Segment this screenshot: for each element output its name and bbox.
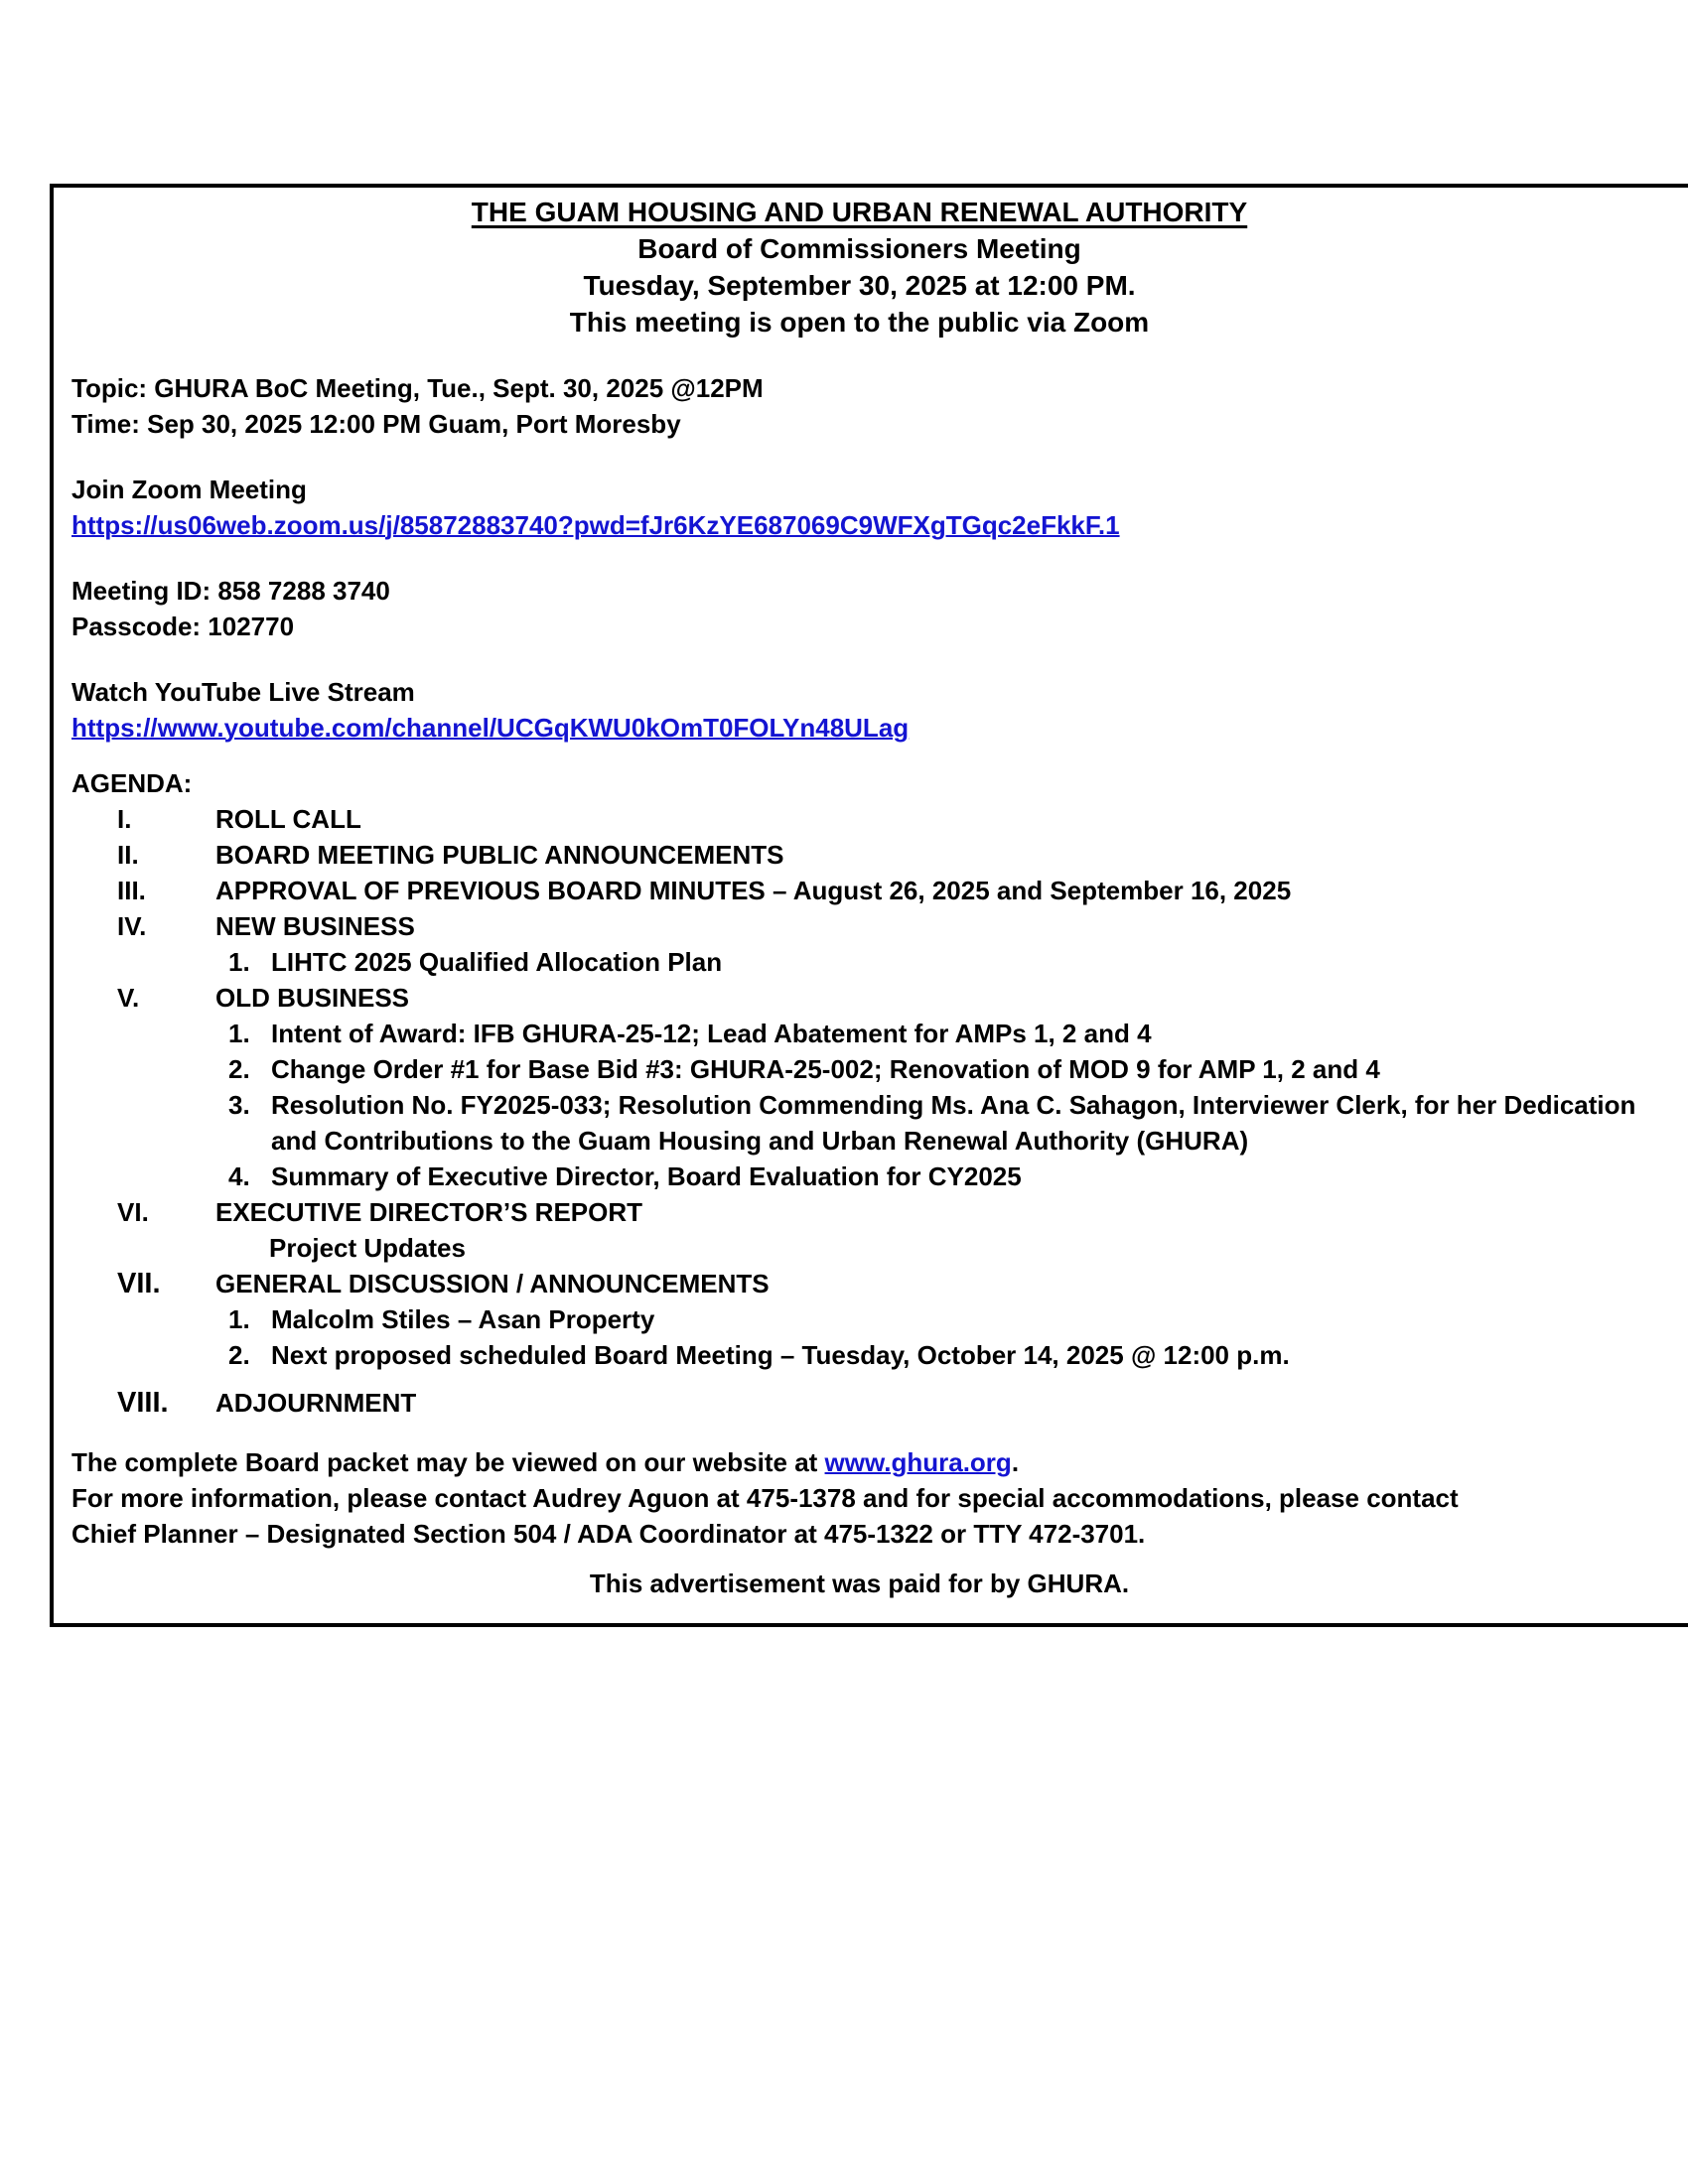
agenda-item-adjournment [71,1385,1647,1421]
agenda-label: ROLL CALL [215,804,361,834]
agenda-numeral: VIII. [117,1387,169,1419]
subitem-number: 4. [228,1161,250,1191]
subitem-number: 1. [228,1304,250,1334]
subitem-number: 1. [228,1019,250,1048]
agenda-label: OLD BUSINESS [215,983,410,1013]
youtube-live-stream-link[interactable]: https://www.youtube.com/channel/UCGqKWU0kOmT0FOLYn48ULag [71,713,910,743]
ghura-website-link[interactable]: www.ghura.org [824,1447,1012,1477]
agenda-subitem-ed-evaluation [71,1159,1647,1194]
agenda-subitem-lihtc [71,944,1647,980]
meeting-passcode: Passcode: 102770 [71,612,295,641]
agenda-numeral: III. [117,876,146,905]
board-packet-line [71,1444,1647,1480]
spacer [71,746,1647,765]
subitem-text: LIHTC 2025 Qualified Allocation Plan [271,947,723,977]
subitem-text: Malcolm Stiles – Asan Property [271,1304,655,1334]
agenda-subitem-next-meeting [71,1337,1647,1373]
agenda-numeral: VII. [117,1268,161,1299]
agenda-subitem-intent-of-award [71,1016,1647,1051]
agenda-label: ADJOURNMENT [215,1388,417,1418]
agenda-item-old-business [71,980,1647,1016]
subitem-text: Summary of Executive Director, Board Evaluation for CY2025 [271,1161,1022,1191]
subitem-number: 1. [228,947,250,977]
subitem-text: Intent of Award: IFB GHURA-25-12; Lead Abatement for AMPs 1, 2 and 4 [271,1019,1152,1048]
document-title: THE GUAM HOUSING AND URBAN RENEWAL AUTHORITY [471,197,1248,227]
agenda-item-new-business [71,908,1647,944]
spacer [71,1421,1647,1444]
spacer [71,1552,1647,1566]
document-subtitle-public: This meeting is open to the public via Zoom [569,307,1150,338]
document-subtitle-meeting: Board of Commissioners Meeting [637,233,1081,264]
meeting-time: Time: Sep 30, 2025 12:00 PM Guam, Port Moresby [71,409,681,439]
subitem-number: 2. [228,1340,250,1370]
agenda-numeral: VI. [117,1197,149,1227]
board-packet-period: . [1011,1447,1020,1477]
agenda-label: APPROVAL OF PREVIOUS BOARD MINUTES – August 26, 2025 and September 16, 2025 [215,876,1292,905]
subitem-text: Next proposed scheduled Board Meeting – Tuesday, October 14, 2025 @ 12:00 p.m. [271,1340,1290,1370]
agenda-label: NEW BUSINESS [215,911,415,941]
agenda-item-roll-call [71,801,1647,837]
agenda-subitem-resolution [71,1087,1647,1159]
agenda-label: EXECUTIVE DIRECTOR’S REPORT [215,1197,643,1227]
agenda-label: GENERAL DISCUSSION / ANNOUNCEMENTS [215,1269,770,1298]
spacer [71,644,1647,674]
spacer [71,341,1647,370]
agenda-heading: AGENDA: [71,768,193,798]
document-header [71,194,1647,341]
subitem-text: Change Order #1 for Base Bid #3: GHURA-25-002; Renovation of MOD 9 for AMP 1, 2 and 4 [271,1054,1380,1084]
agenda-numeral: II. [117,840,139,870]
spacer [71,543,1647,573]
zoom-meeting-link[interactable]: https://us06web.zoom.us/j/85872883740?pwd=fJr6KzYE687069C9WFXgTGqc2eFkkF.1 [71,510,1120,540]
meeting-topic: Topic: GHURA BoC Meeting, Tue., Sept. 30, 2025 @12PM [71,373,764,403]
board-packet-text: The complete Board packet may be viewed on our website at [71,1447,825,1477]
agenda-item-public-announcements [71,837,1647,873]
agenda-numeral: IV. [117,911,147,941]
subitem-number: 3. [228,1090,250,1120]
agenda-item-approval-minutes [71,873,1647,908]
contact-info-line: For more information, please contact Audrey Aguon at 475-1378 and for special accommodations, please contact [71,1483,1459,1513]
join-zoom-heading: Join Zoom Meeting [71,475,307,504]
agenda-subitem-change-order [71,1051,1647,1087]
subitem-number: 2. [228,1054,250,1084]
agenda-subitem-malcolm-stiles [71,1301,1647,1337]
ada-coordinator-line: Chief Planner – Designated Section 504 / ADA Coordinator at 475-1322 or TTY 472-3701. [71,1519,1146,1549]
subitem-text: Resolution No. FY2025-033; Resolution Commending Ms. Ana C. Sahagon, Interviewer Clerk, for her Dedication and Contributions to the Guam Housing and Urban Renewal Authority (GHURA) [271,1090,1636,1156]
agenda-label: BOARD MEETING PUBLIC ANNOUNCEMENTS [215,840,784,870]
agenda-numeral: I. [117,804,132,834]
advertisement-line: This advertisement was paid for by GHURA. [589,1569,1130,1598]
agenda-item-ed-report [71,1194,1647,1230]
agenda-note-project-updates: Project Updates [269,1233,466,1263]
youtube-heading: Watch YouTube Live Stream [71,677,415,707]
agenda-numeral: V. [117,983,140,1013]
spacer [71,442,1647,472]
meeting-id: Meeting ID: 858 7288 3740 [71,576,390,606]
agenda-item-general-discussion [71,1266,1647,1301]
document-subtitle-date: Tuesday, September 30, 2025 at 12:00 PM. [583,270,1136,301]
notice-document-box [50,184,1688,1627]
